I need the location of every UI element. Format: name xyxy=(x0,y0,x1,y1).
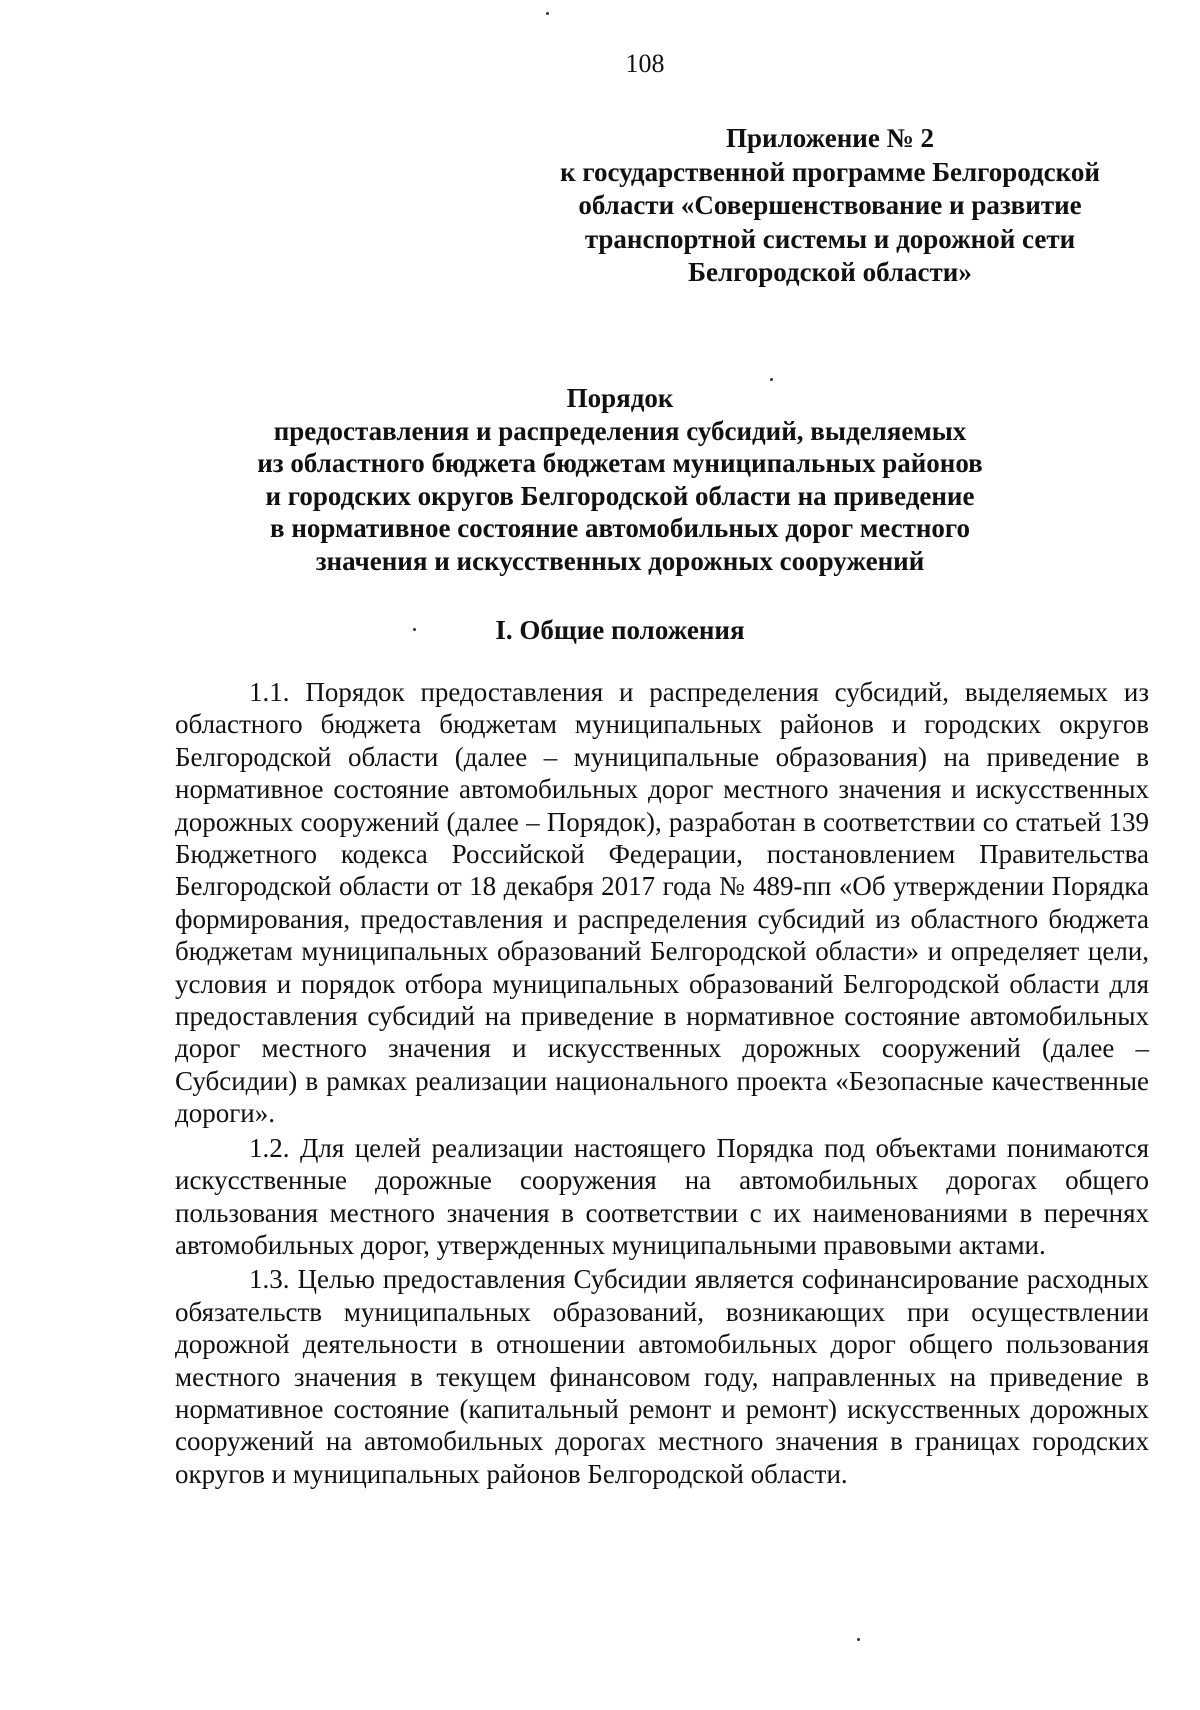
scan-speck xyxy=(770,378,773,381)
scan-speck xyxy=(857,1638,860,1641)
scan-speck xyxy=(413,628,416,631)
paragraph-text: 1.3. Целью предоставления Субсидии является софинансирование расходных обязательств муниципальных образований, возникающих при осуществлении дорожной деятельности в отношении автомобильных дорог общего пользования местного значения в текущем финансовом году, направленных на приведение в нормативное состояние (капитальный ремонт и ремонт) искусственных дорожных сооружений на автомобильных дорогах местного значения в границах городских округов и муниципальных районов Белгородской области. xyxy=(175,1264,1149,1489)
section-heading: I. Общие положения xyxy=(495,615,745,645)
annex-line: области «Совершенствование и развитие xyxy=(578,190,1082,220)
title-line: Порядок xyxy=(566,383,674,413)
page-number: 108 xyxy=(625,49,665,78)
annex-line: транспортной системы и дорожной сети xyxy=(584,223,1076,254)
paragraph-1-2 xyxy=(175,1132,1149,1262)
paragraph-1-1 xyxy=(175,676,1149,1130)
scan-speck xyxy=(546,12,549,15)
title-line: и городских округов Белгородской области на приведение xyxy=(265,480,975,511)
annex-line: Белгородской области» xyxy=(688,257,972,287)
annex-line: к государственной программе Белгородской xyxy=(560,156,1100,187)
title-line: в нормативное состояние автомобильных дорог местного xyxy=(270,513,970,543)
title-line: предоставления и распределения субсидий, выделяемых xyxy=(273,415,967,446)
document-title xyxy=(170,382,1070,577)
paragraph-text: 1.1. Порядок предоставления и распределения субсидий, выделяемых из областного бюджета бюджетам муниципальных районов и городских округов Белгородской области (далее – муниципальные образования) на приведение в нормативное состояние автомобильных дорог местного значения и искусственных дорожных сооружений (далее – Порядок), разработан в соответствии со статьей 139 Бюджетного кодекса Российской Федерации, постановлением Правительства Белгородской области от 18 декабря 2017 года № 489-пп «Об утверждении Порядка формирования, предоставления и распределения субсидий из областного бюджета бюджетам муниципальных образований Белгородской области» и определяет цели, условия и порядок отбора муниципальных образований Белгородской области для предоставления субсидий на приведение в нормативное состояние автомобильных дорог местного значения и искусственных дорожных сооружений (далее – Субсидии) в рамках реализации национального проекта «Безопасные качественные дороги». xyxy=(175,677,1149,1129)
paragraph-text: 1.2. Для целей реализации настоящего Порядка под объектами понимаются искусственные дорожные сооружения на автомобильных дорогах общего пользования местного значения в соответствии с их наименованиями в перечнях автомобильных дорог, утвержденных муниципальными правовыми актами. xyxy=(175,1132,1149,1260)
title-line: значения и искусственных дорожных сооружений xyxy=(315,545,925,576)
paragraph-1-3 xyxy=(175,1263,1149,1490)
annex-header xyxy=(540,122,1120,290)
annex-line: Приложение № 2 xyxy=(726,123,934,153)
section-body xyxy=(175,676,1149,1490)
title-line: из областного бюджета бюджетам муниципальных районов xyxy=(257,448,983,478)
